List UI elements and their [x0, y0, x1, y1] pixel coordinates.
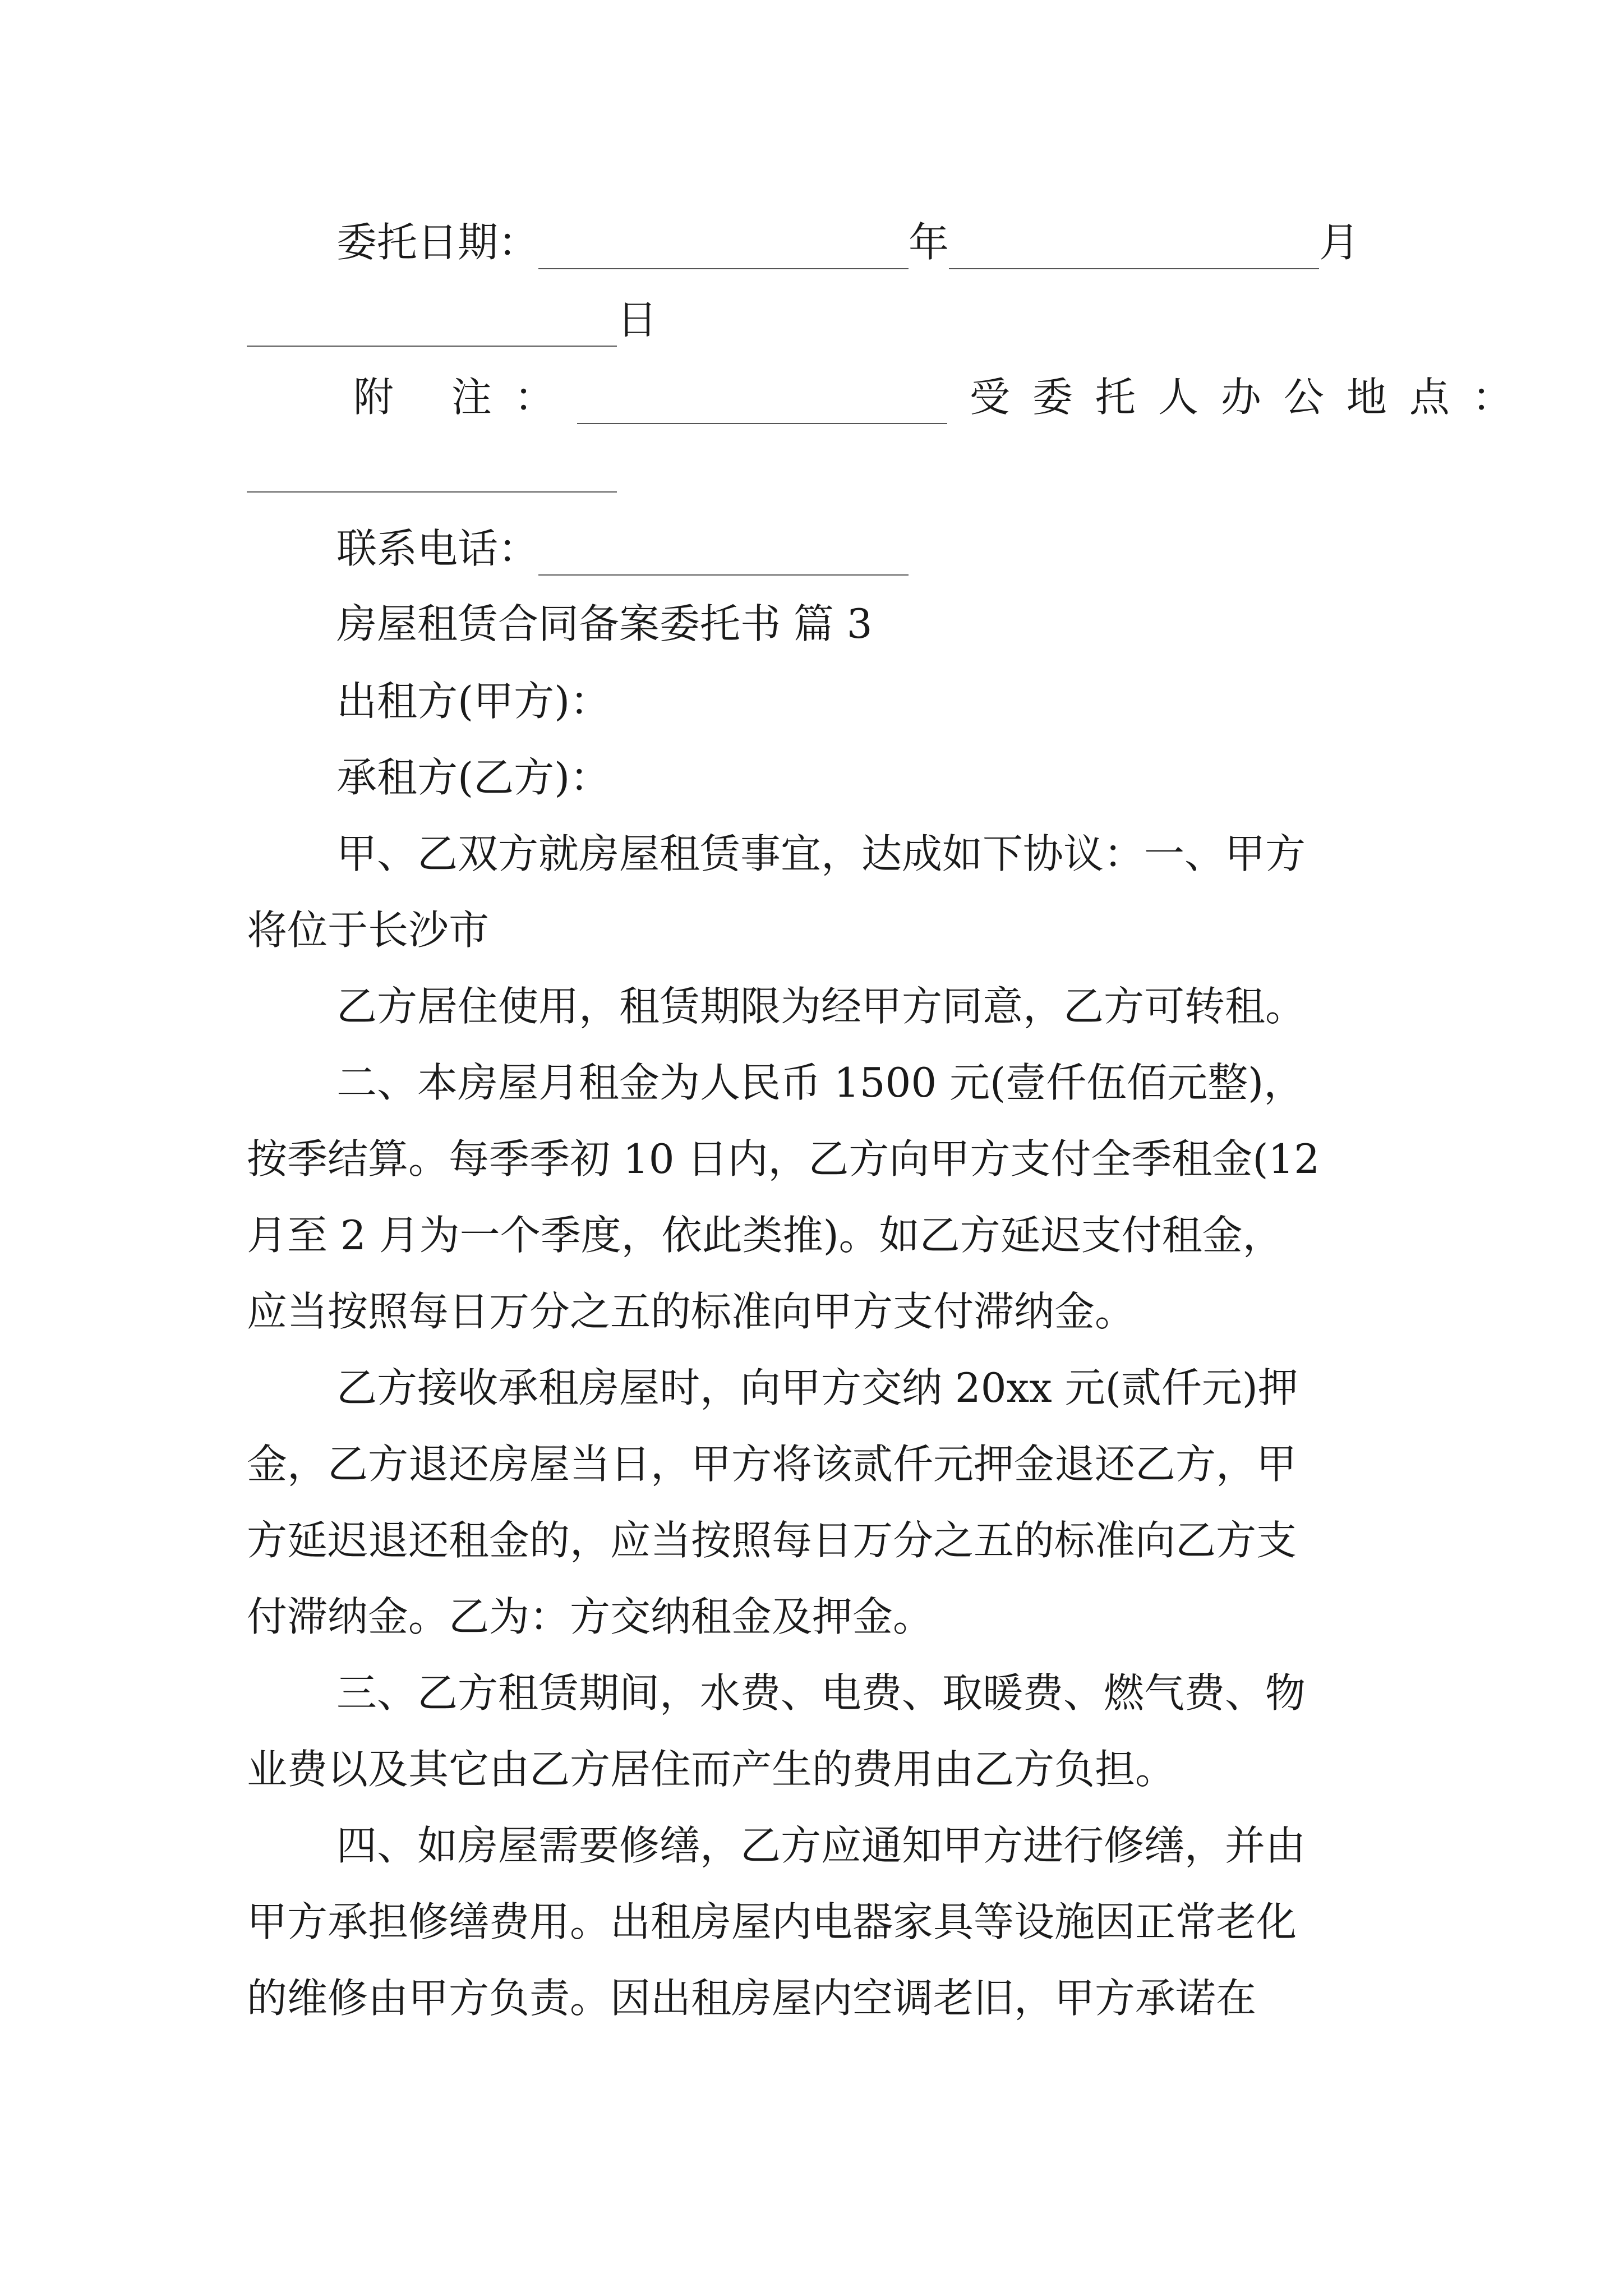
- paragraph-line: 乙方接收承租房屋时，向甲方交纳 20xx 元(贰仟元)押: [336, 1364, 1298, 1411]
- note-label: 附 注：: [353, 374, 577, 421]
- paragraph-line: 金，乙方退还房屋当日，甲方将该贰仟元押金退还乙方，甲: [247, 1441, 1297, 1488]
- paragraph-line: 应当按照每日万分之五的标准向甲方支付滞纳金。: [247, 1288, 1136, 1335]
- office-label: 受委托人办公地点：: [969, 374, 1535, 421]
- paragraph-line: 甲、乙双方就房屋租赁事宜，达成如下协议：一、甲方: [336, 830, 1306, 877]
- year-label: 年: [909, 219, 949, 266]
- entrust-date-label: 委托日期：: [336, 219, 539, 266]
- paragraph-line: 月至 2 月为一个季度，依此类推)。如乙方延迟支付租金，: [247, 1212, 1283, 1259]
- paragraph-line: 甲方承担修缮费用。出租房屋内电器家具等设施因正常老化: [247, 1898, 1297, 1945]
- month-blank[interactable]: [949, 215, 1319, 269]
- phone-blank[interactable]: [538, 522, 909, 576]
- office-blank[interactable]: [247, 491, 617, 493]
- month-label: 月: [1319, 219, 1360, 266]
- paragraph-line: 乙方居住使用，租赁期限为经甲方同意，乙方可转租。: [336, 983, 1306, 1030]
- paragraph-line: 四、如房屋需要修缮，乙方应通知甲方进行修缮，并由: [336, 1822, 1306, 1869]
- lessee-line: 承租方(乙方)：: [336, 754, 611, 801]
- paragraph-line: 方延迟退还租金的，应当按照每日万分之五的标准向乙方支: [247, 1517, 1297, 1564]
- paragraph-line: 付滞纳金。乙为：方交纳租金及押金。: [247, 1593, 934, 1640]
- phone-line: [336, 522, 909, 576]
- entrust-date-line: [336, 215, 1359, 269]
- year-blank[interactable]: [538, 215, 909, 269]
- day-label: 日: [617, 296, 658, 343]
- note-blank[interactable]: [577, 370, 947, 424]
- day-line: [247, 293, 657, 347]
- day-blank[interactable]: [247, 293, 617, 347]
- paragraph-line: 业费以及其它由乙方居住而产生的费用由乙方负担。: [247, 1746, 1176, 1793]
- paragraph-line: 将位于长沙市: [247, 907, 490, 954]
- paragraph-line: 按季结算。每季季初 10 日内，乙方向甲方支付全季租金(12: [247, 1135, 1320, 1182]
- paragraph-line: 三、乙方租赁期间，水费、电费、取暖费、燃气费、物: [336, 1669, 1306, 1717]
- section-title: 房屋租赁合同备案委托书 篇 3: [336, 600, 873, 647]
- paragraph-line: 的维修由甲方负责。因出租房屋内空调老旧，甲方承诺在: [247, 1975, 1257, 2022]
- paragraph-line: 二、本房屋月租金为人民币 1500 元(壹仟伍佰元整)，: [336, 1059, 1304, 1106]
- note-line: [353, 370, 1535, 424]
- phone-label: 联系电话：: [336, 525, 539, 572]
- lessor-line: 出租方(甲方)：: [336, 678, 611, 725]
